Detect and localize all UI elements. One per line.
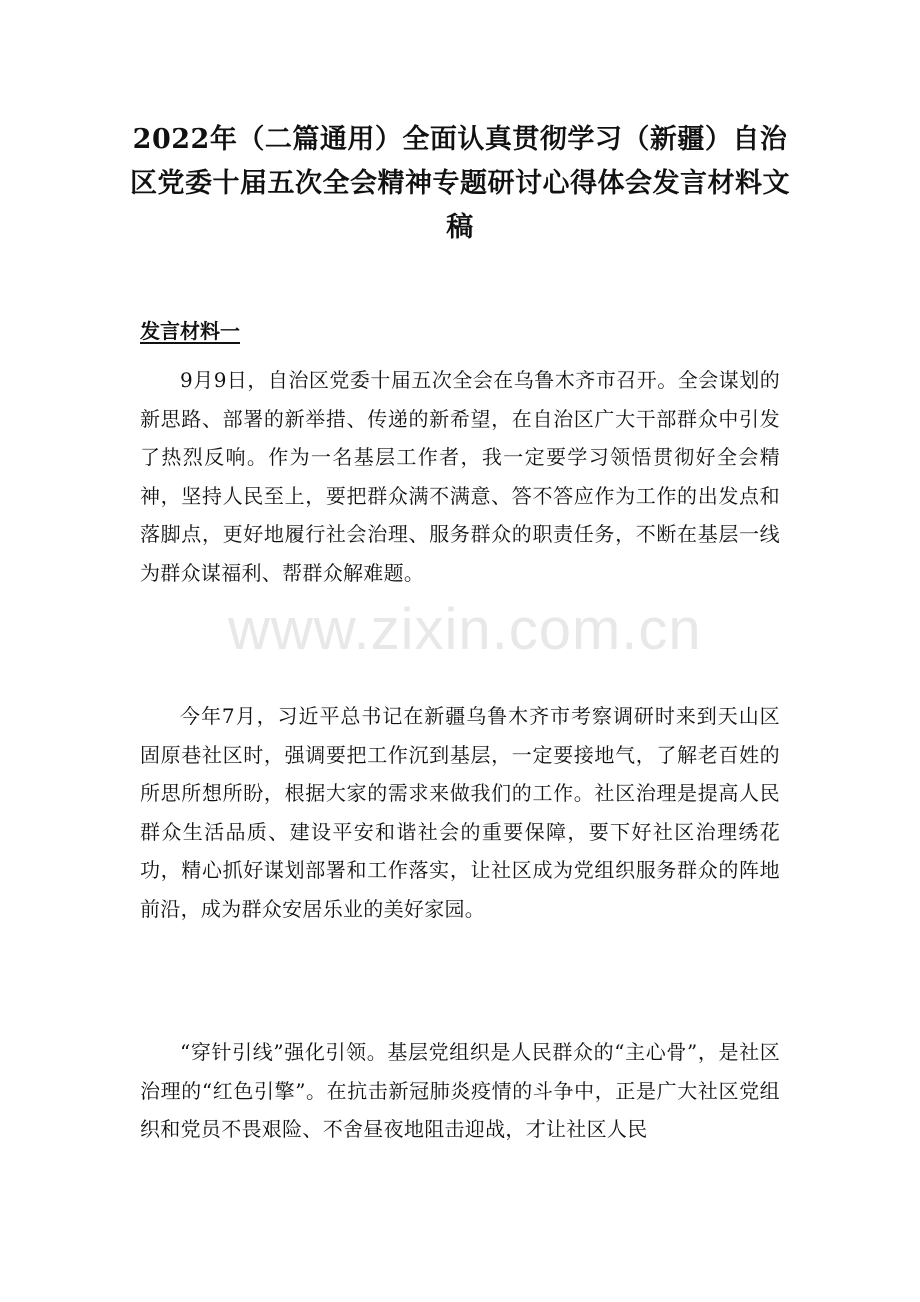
paragraph-3: “穿针引线”强化引领。基层党组织是人民群众的“主心骨”，是社区治理的“红色引擎”。在抗击新冠肺炎疫情的斗争中，正是广大社区党组织和党员不畏艰险、不舍昼夜地阻击迎战，才让社区人民: [140, 1040, 780, 1141]
document-title: 2022年（二篇通用）全面认真贯彻学习（新疆）自治区党委十届五次全会精神专题研讨心得体会发言材料文稿: [130, 124, 790, 243]
paragraph-2: 今年7月，习近平总书记在新疆乌鲁木齐市考察调研时来到天山区固原巷社区时，强调要把工作沉到基层，一定要接地气，了解老百姓的所思所想所盼，根据大家的需求来做我们的工作。社区治理是提高人民群众生活品质、建设平安和谐社会的重要保障，要下好社区治理绣花功，精心抓好谋划部署和工作落实，让社区成为党组织服务群众的阵地前沿，成为群众安居乐业的美好家园。: [140, 704, 780, 921]
paragraph-1: 9月9日，自治区党委十届五次全会在乌鲁木齐市召开。全会谋划的新思路、部署的新举措、传递的新希望，在自治区广大干部群众中引发了热烈反响。作为一名基层工作者，我一定要学习领悟贯彻好全会精神，坚持人民至上，要把群众满不满意、答不答应作为工作的出发点和落脚点，更好地履行社会治理、服务群众的职责任务，不断在基层一线为群众谋福利、帮群众解难题。: [140, 368, 780, 585]
watermark-text: www.zixin.com.cn: [228, 597, 702, 662]
section-heading: 发言材料一: [140, 319, 240, 343]
